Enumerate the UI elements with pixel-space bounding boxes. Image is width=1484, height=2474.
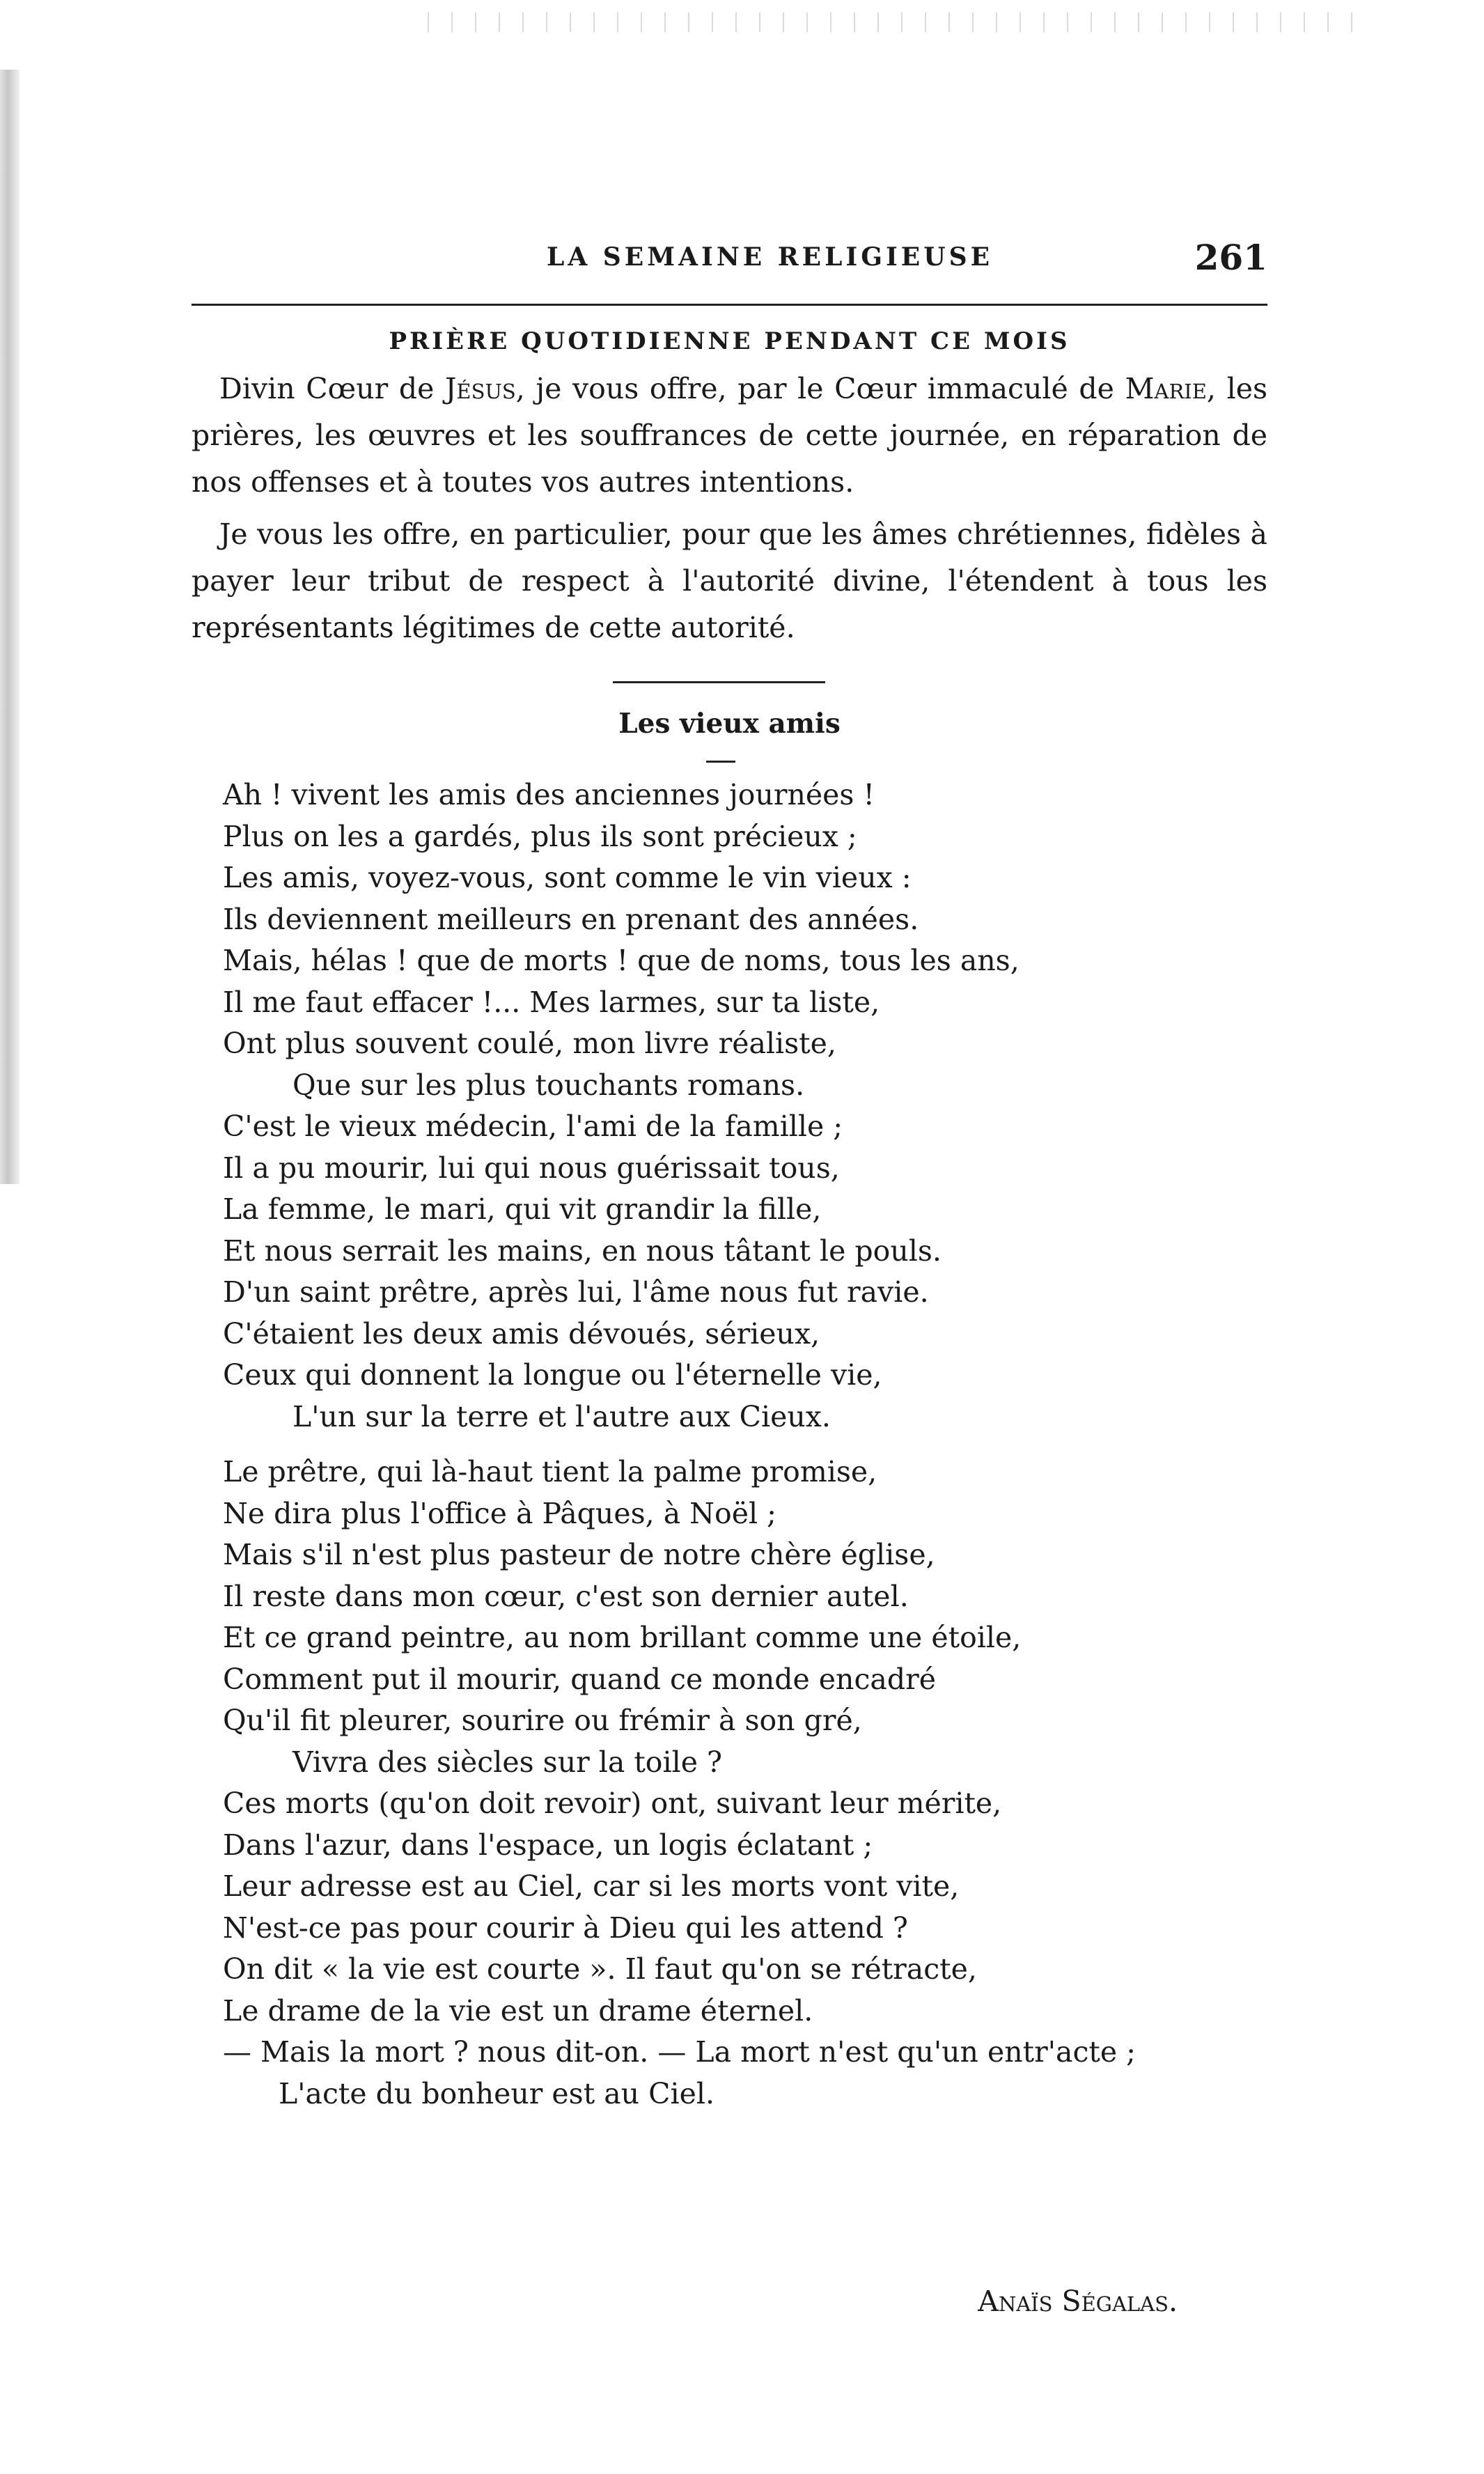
poem-title-underline [706,761,735,763]
verse-line: Et nous serrait les mains, en nous tâtant le pouls. [223,1234,942,1268]
verse-line: N'est-ce pas pour courir à Dieu qui les attend ? [223,1911,908,1945]
poem [223,775,1267,2115]
header-rule [192,304,1267,306]
prayer-text-segment: , je vous offre, par le Cœur immaculé de [515,372,1125,405]
verse-line: Dans l'azur, dans l'espace, un logis éclatant ; [223,1828,873,1862]
verse-line: Les amis, voyez-vous, sont comme le vin vieux : [223,861,912,894]
name-jesus: Jésus [444,372,516,405]
stanza-break [223,1438,1267,1452]
verse-line: Ils deviennent meilleurs en prenant des années. [223,902,919,936]
verse-line: Vivra des siècles sur la toile ? [292,1745,722,1779]
verse-line: La femme, le mari, qui vit grandir la fille, [223,1192,822,1226]
prayer-title: PRIÈRE QUOTIDIENNE PENDANT CE MOIS [389,327,1070,355]
verse-line: Ces morts (qu'on doit revoir) ont, suivant leur mérite, [223,1787,1002,1820]
verse-line: Ah ! vivent les amis des anciennes journées ! [223,778,875,811]
section-divider [613,681,825,683]
verse-line: Que sur les plus touchants romans. [292,1068,805,1102]
verse-line: D'un saint prêtre, après lui, l'âme nous fut ravie. [223,1275,929,1309]
verse-line: Il reste dans mon cœur, c'est son dernier autel. [223,1579,909,1613]
verse-line: Le prêtre, qui là-haut tient la palme promise, [223,1455,877,1488]
prayer-paragraph-1 [192,366,1267,506]
verse-line: Ceux qui donnent la longue ou l'éternelle vie, [223,1358,882,1392]
verse-line: C'est le vieux médecin, l'ami de la famille ; [223,1110,843,1143]
verse-line: Mais s'il n'est plus pasteur de notre chère église, [223,1538,935,1571]
prayer-paragraph-2 [192,511,1267,651]
prayer-text-1 [192,366,1267,506]
verse-line: — Mais la mort ? nous dit-on. — La mort n'est qu'un entr'acte ; [223,2035,1136,2069]
name-marie: Marie [1125,372,1207,405]
running-head [192,237,1267,286]
verse-line: L'un sur la terre et l'autre aux Cieux. [292,1399,831,1433]
poem-title: Les vieux amis [618,708,841,740]
verse-line: L'acte du bonheur est au Ciel. [279,2076,714,2110]
prayer-text-segment: , les prières, les œuvres et les souffrances de cette journée, en réparation de nos offenses et à toutes vos autres intentions. [192,372,1267,499]
verse-line: Et ce grand peintre, au nom brillant comme une étoile, [223,1621,1022,1654]
author-signature [978,2285,1178,2318]
verse-line: Qu'il fit pleurer, sourire ou frémir à son gré, [223,1704,862,1737]
verse-line: Le drame de la vie est un drame éternel. [223,1993,813,2028]
verse-line: Mais, hélas ! que de morts ! que de noms, tous les ans, [223,944,1020,977]
verse-line: On dit « la vie est courte ». Il faut qu'on se rétracte, [223,1952,977,1986]
page-number: 261 [1194,237,1267,278]
verse-line: Il me faut effacer !... Mes larmes, sur ta liste, [223,985,880,1019]
author-name: Anaïs Ségalas. [978,2285,1178,2318]
prayer-text-segment: Divin Cœur de [219,372,445,405]
running-title: LA SEMAINE RELIGIEUSE [547,242,994,272]
prayer-text-2: Je vous les offre, en particulier, pour que les âmes chrétiennes, fidèles à payer leur tribut de respect à l'autorité divine, l'étendent à tous les représentants légitimes de cette autorité. [192,518,1267,644]
verse-line: Ont plus souvent coulé, mon livre réaliste, [223,1027,836,1060]
verse-line: Leur adresse est au Ciel, car si les morts vont vite, [223,1869,960,1903]
verse-line: Il a pu mourir, lui qui nous guérissait tous, [223,1151,840,1185]
verse-line: C'étaient les deux amis dévoués, sérieux, [223,1316,820,1351]
verse-line: Plus on les a gardés, plus ils sont précieux ; [223,819,857,853]
verse-line: Comment put il mourir, quand ce monde encadré [223,1662,936,1696]
verse-line: Ne dira plus l'office à Pâques, à Noël ; [223,1496,776,1530]
